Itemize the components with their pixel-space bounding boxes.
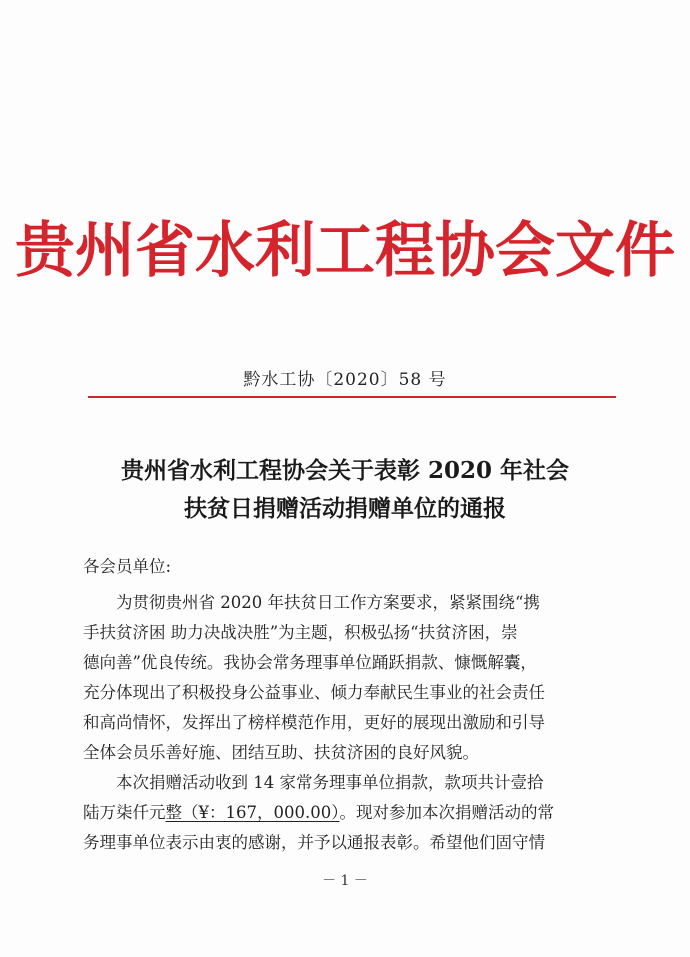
amount-text-suffix: 。现对参加本次捐赠活动的常 [339,803,554,822]
paragraph-2-line-2 [83,801,628,825]
org-header-title: 贵州省水利工程协会文件 [15,216,675,286]
document-number: 黔水工协〔2020〕58 号 [243,370,447,390]
paragraph-1-line-2: 手扶贫济困 助力决战决胜”为主题，积极弘扬“扶贫济困，崇 [83,623,518,642]
page-number: － 1 － [322,873,368,889]
paragraph-1-line-4: 充分体现出了积极投身公益事业、倾力奉献民生事业的社会责任 [83,683,545,702]
paragraph-1-line-1: 为贯彻贵州省 2020 年扶贫日工作方案要求，紧紧围绕“携 [116,593,540,612]
paragraph-2-line-1: 本次捐赠活动收到 14 家常务理事单位捐款，款项共计壹拾 [116,773,544,792]
notice-title-line-2: 扶贫日捐赠活动捐赠单位的通报 [184,495,506,522]
paragraph-1-line-5: 和高尚情怀，发挥出了榜样模范作用，更好的展现出激励和引导 [83,713,545,732]
paragraph-1-line-3: 德向善”优良传统。我协会常务理事单位踊跃捐款、慷慨解囊， [83,653,537,672]
red-divider-line [88,396,616,398]
donation-amount: 整（¥：167，000.00） [165,803,340,822]
notice-title-line-1: 贵州省水利工程协会关于表彰 2020 年社会 [120,457,570,484]
salutation: 各会员单位: [83,557,172,576]
paragraph-1-line-6: 全体会员乐善好施、团结互助、扶贫济困的良好风貌。 [83,743,479,762]
amount-text-prefix: 陆万柒仟元 [83,803,166,822]
paragraph-2-line-3: 务理事单位表示由衷的感谢，并予以通报表彰。希望他们固守情 [83,833,545,852]
